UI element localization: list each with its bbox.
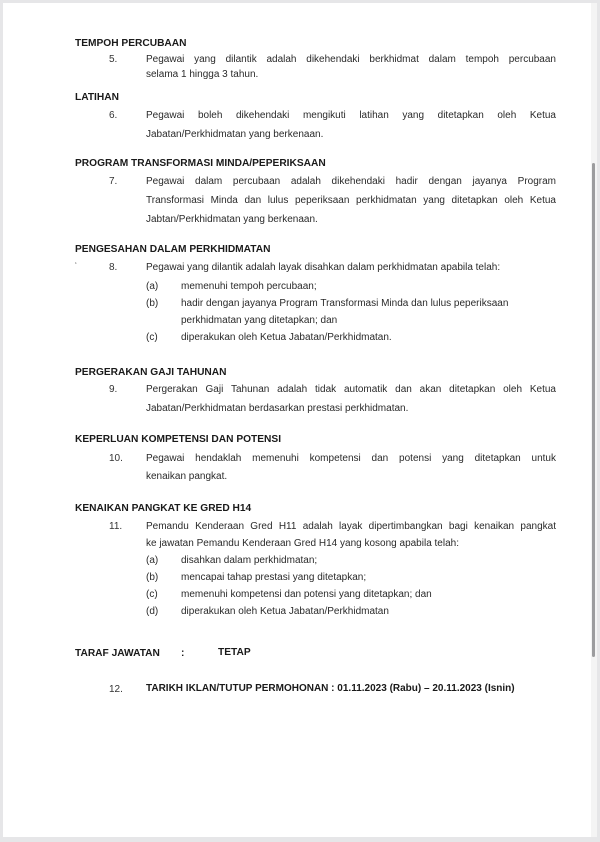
item-number: 8.: [109, 262, 118, 273]
section-heading-tempoh-percubaan: TEMPOH PERCUBAAN: [75, 38, 187, 49]
taraf-jawatan-colon: :: [181, 648, 185, 659]
subitem-label: (b): [146, 298, 159, 309]
item-number: 5.: [109, 54, 118, 65]
item-text-line: Jabtan/Perkhidmatan yang berkenaan.: [146, 214, 318, 225]
subitem-text: disahkan dalam perkhidmatan;: [181, 555, 318, 566]
item-number: 6.: [109, 110, 118, 121]
subitem-label: (d): [146, 606, 159, 617]
stray-mark: ‘: [75, 261, 77, 270]
item-number: 11.: [109, 521, 123, 532]
item-text-line: ke jawatan Pemandu Kenderaan Gred H14 yang kosong apabila telah:: [146, 538, 459, 549]
subitem-text: diperakukan oleh Ketua Jabatan/Perkhidmatan: [181, 606, 389, 617]
subitem-text: diperakukan oleh Ketua Jabatan/Perkhidmatan.: [181, 332, 392, 343]
item-number: 12.: [109, 684, 123, 695]
item-text-line: kenaikan pangkat.: [146, 471, 228, 482]
subitem-text: mencapai tahap prestasi yang ditetapkan;: [181, 572, 367, 583]
taraf-jawatan-value: TETAP: [218, 647, 251, 658]
section-heading-program-transformasi: PROGRAM TRANSFORMASI MINDA/PEPERIKSAAN: [75, 158, 326, 169]
section-heading-pengesahan: PENGESAHAN DALAM PERKHIDMATAN: [75, 244, 271, 255]
item-text-line: Pegawai boleh dikehendaki mengikuti latihan yang ditetapkan oleh Ketua: [146, 110, 556, 121]
item-text-line: selama 1 hingga 3 tahun.: [146, 69, 259, 80]
taraf-jawatan-label: TARAF JAWATAN: [75, 648, 160, 659]
item-text-line: Pegawai dalam percubaan adalah dikehendaki hadir dengan jayanya Program: [146, 176, 556, 187]
section-heading-latihan: LATIHAN: [75, 92, 119, 103]
subitem-label: (a): [146, 281, 159, 292]
item-text-line: Pegawai hendaklah memenuhi kompetensi dan potensi yang ditetapkan untuk: [146, 453, 556, 464]
subitem-text: memenuhi tempoh percubaan;: [181, 281, 317, 292]
item-text-line: Jabatan/Perkhidmatan berdasarkan prestasi perkhidmatan.: [146, 403, 409, 414]
subitem-label: (a): [146, 555, 159, 566]
item-number: 7.: [109, 176, 118, 187]
item-text-line: Pegawai yang dilantik adalah dikehendaki berkhidmat dalam tempoh percubaan: [146, 54, 556, 65]
item-text-line: Transformasi Minda dan lulus peperiksaan perkhidmatan yang ditetapkan oleh Ketua: [146, 195, 556, 206]
subitem-label: (c): [146, 332, 158, 343]
subitem-label: (c): [146, 589, 158, 600]
item-number: 9.: [109, 384, 118, 395]
scrollbar-thumb[interactable]: [592, 163, 595, 657]
item-number: 10.: [109, 453, 123, 464]
section-heading-pergerakan-gaji: PERGERAKAN GAJI TAHUNAN: [75, 367, 227, 378]
item-text-line: Pemandu Kenderaan Gred H11 adalah layak dipertimbangkan bagi kenaikan pangkat: [146, 521, 556, 532]
tarikh-iklan-text: TARIKH IKLAN/TUTUP PERMOHONAN : 01.11.2023 (Rabu) – 20.11.2023 (Isnin): [146, 683, 515, 694]
section-heading-keperluan-kompetensi: KEPERLUAN KOMPETENSI DAN POTENSI: [75, 434, 282, 445]
document-page: [3, 3, 593, 837]
subitem-label: (b): [146, 572, 159, 583]
subitem-text: hadir dengan jayanya Program Transformasi Minda dan lulus peperiksaan: [181, 298, 509, 309]
item-text-line: Pergerakan Gaji Tahunan adalah tidak automatik dan akan ditetapkan oleh Ketua: [146, 384, 556, 395]
item-text-line: Jabatan/Perkhidmatan yang berkenaan.: [146, 129, 324, 140]
item-text-line: Pegawai yang dilantik adalah layak disahkan dalam perkhidmatan apabila telah:: [146, 262, 501, 273]
subitem-text: memenuhi kompetensi dan potensi yang ditetapkan; dan: [181, 589, 432, 600]
section-heading-kenaikan-pangkat: KENAIKAN PANGKAT KE GRED H14: [75, 503, 252, 514]
subitem-text: perkhidmatan yang ditetapkan; dan: [181, 315, 338, 326]
